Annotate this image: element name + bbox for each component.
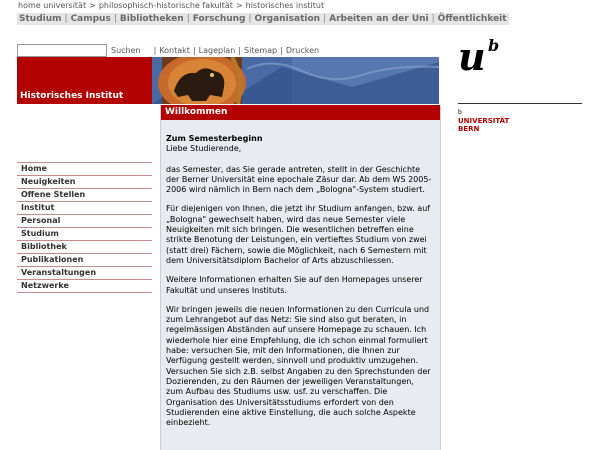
- search-input[interactable]: [17, 44, 107, 57]
- topnav-studium[interactable]: Studium: [19, 14, 62, 24]
- logo-line2: BERN: [458, 125, 480, 133]
- logo-small-b: b: [458, 109, 462, 116]
- article-paragraph: Wir bringen jeweils die neuen Informationen zu den Curricula und zum Lehrangebot auf das Netz: Sie sind also gut beraten, in regelmässigen Abständen auf unsere Homepage zu schauen. Ich wiederhole hier eine Empfehlung, die ich schon einmal formuliert habe: versuchen Sie, mit den Informationen, die Ihnen zur Verfügung gestellt werden, sinnvoll und produktiv umzugehen. Versuchen Sie sich z.B. selbst Angaben zu den Sprechstunden der Dozierenden, zu den Räumen der jeweiligen Veranstaltungen, zum Aufbau des Studiums usw. usf. zu verschaffen. Die Organisation des Universitätsstudiums erfordert von den Studierenden eine aktive Einstellung, die auch solche Aspekte einbezieht.: [166, 304, 431, 428]
- content-header: Willkommen: [161, 105, 440, 120]
- top-navigation: Studium | Campus | Bibliotheken | Forschung | Organisation | Arbeiten an der Uni | Öffentlichkeit: [19, 14, 507, 24]
- banner-title-block: [17, 57, 152, 104]
- banner-image: [152, 57, 439, 104]
- sidebar-item-publikationen[interactable]: Publikationen: [17, 254, 152, 267]
- topnav-oeffentlichkeit[interactable]: Öffentlichkeit: [437, 14, 507, 24]
- logo-b: b: [488, 36, 500, 55]
- sidebar-item-veranstaltungen[interactable]: Veranstaltungen: [17, 267, 152, 280]
- article-paragraph: Für diejenigen von Ihnen, die jetzt ihr Studium anfangen, bzw. auf „Bologna" gewechselt haben, wird das neue Semester viele Neuigkeiten mit sich bringen. Die wesentlichen betreffen eine strikte Benotung der Leistungen, ein vertieftes Studium von zwei (statt drei) Fächern, sowie die Möglichkeit, nach 6 Semestern mit dem Universitätsdiplom Bachelor of Arts abzuschliessen.: [166, 204, 431, 265]
- university-logo[interactable]: [458, 34, 500, 79]
- breadcrumb-current: historisches institut: [245, 1, 325, 10]
- topnav-forschung[interactable]: Forschung: [192, 14, 246, 24]
- sidebar-item-home[interactable]: Home: [17, 163, 152, 176]
- topnav-campus[interactable]: Campus: [70, 14, 111, 24]
- sidebar-item-personal[interactable]: Personal: [17, 215, 152, 228]
- link-lageplan[interactable]: Lageplan: [198, 46, 236, 55]
- sidebar-item-neuigkeiten[interactable]: Neuigkeiten: [17, 176, 152, 189]
- sidebar-item-institut[interactable]: Institut: [17, 202, 152, 215]
- article-paragraph: Weitere Informationen erhalten Sie auf den Homepages unserer Fakultät und unseres Instituts.: [166, 275, 423, 295]
- breadcrumb-faculty[interactable]: philosophisch-historische fakultät: [98, 1, 233, 10]
- link-drucken[interactable]: Drucken: [285, 46, 320, 55]
- article-heading: Zum Semesterbeginn: [166, 134, 263, 143]
- institute-title: Historisches Institut: [20, 91, 124, 101]
- article-greeting: Liebe Studierende,: [166, 144, 242, 154]
- sidebar-item-netzwerke[interactable]: Netzwerke: [17, 280, 152, 293]
- breadcrumb-home[interactable]: home universität: [18, 1, 87, 10]
- logo-text: [458, 109, 509, 133]
- logo-line1: UNIVERSITÄT: [458, 117, 510, 125]
- sidebar-item-bibliothek[interactable]: Bibliothek: [17, 241, 152, 254]
- topnav-arbeiten[interactable]: Arbeiten an der Uni: [329, 14, 429, 24]
- link-sitemap[interactable]: Sitemap: [243, 46, 278, 55]
- link-kontakt[interactable]: Kontakt: [159, 46, 190, 55]
- side-navigation: [17, 162, 152, 293]
- search-bar: Suchen | Kontakt | Lageplan | Sitemap | Drucken: [17, 44, 319, 57]
- search-button[interactable]: Suchen: [111, 46, 141, 55]
- logo-u: u: [458, 34, 486, 79]
- sidebar-item-studium[interactable]: Studium: [17, 228, 152, 241]
- breadcrumb: home universität > philosophisch-historische fakultät > historisches institut: [18, 1, 325, 10]
- main-content: [160, 105, 441, 450]
- content-body: [161, 120, 440, 428]
- sidebar-item-offene-stellen[interactable]: Offene Stellen: [17, 189, 152, 202]
- article-paragraph: das Semester, das Sie gerade antreten, stellt in der Geschichte der Berner Universität eine epochale Zäsur dar. Ab dem WS 2005-2006 wird nämlich in Bern nach dem „Bologna"-System studiert.: [166, 164, 432, 195]
- topnav-organisation[interactable]: Organisation: [254, 14, 321, 24]
- logo-divider: [458, 103, 582, 104]
- topnav-bibliotheken[interactable]: Bibliotheken: [119, 14, 184, 24]
